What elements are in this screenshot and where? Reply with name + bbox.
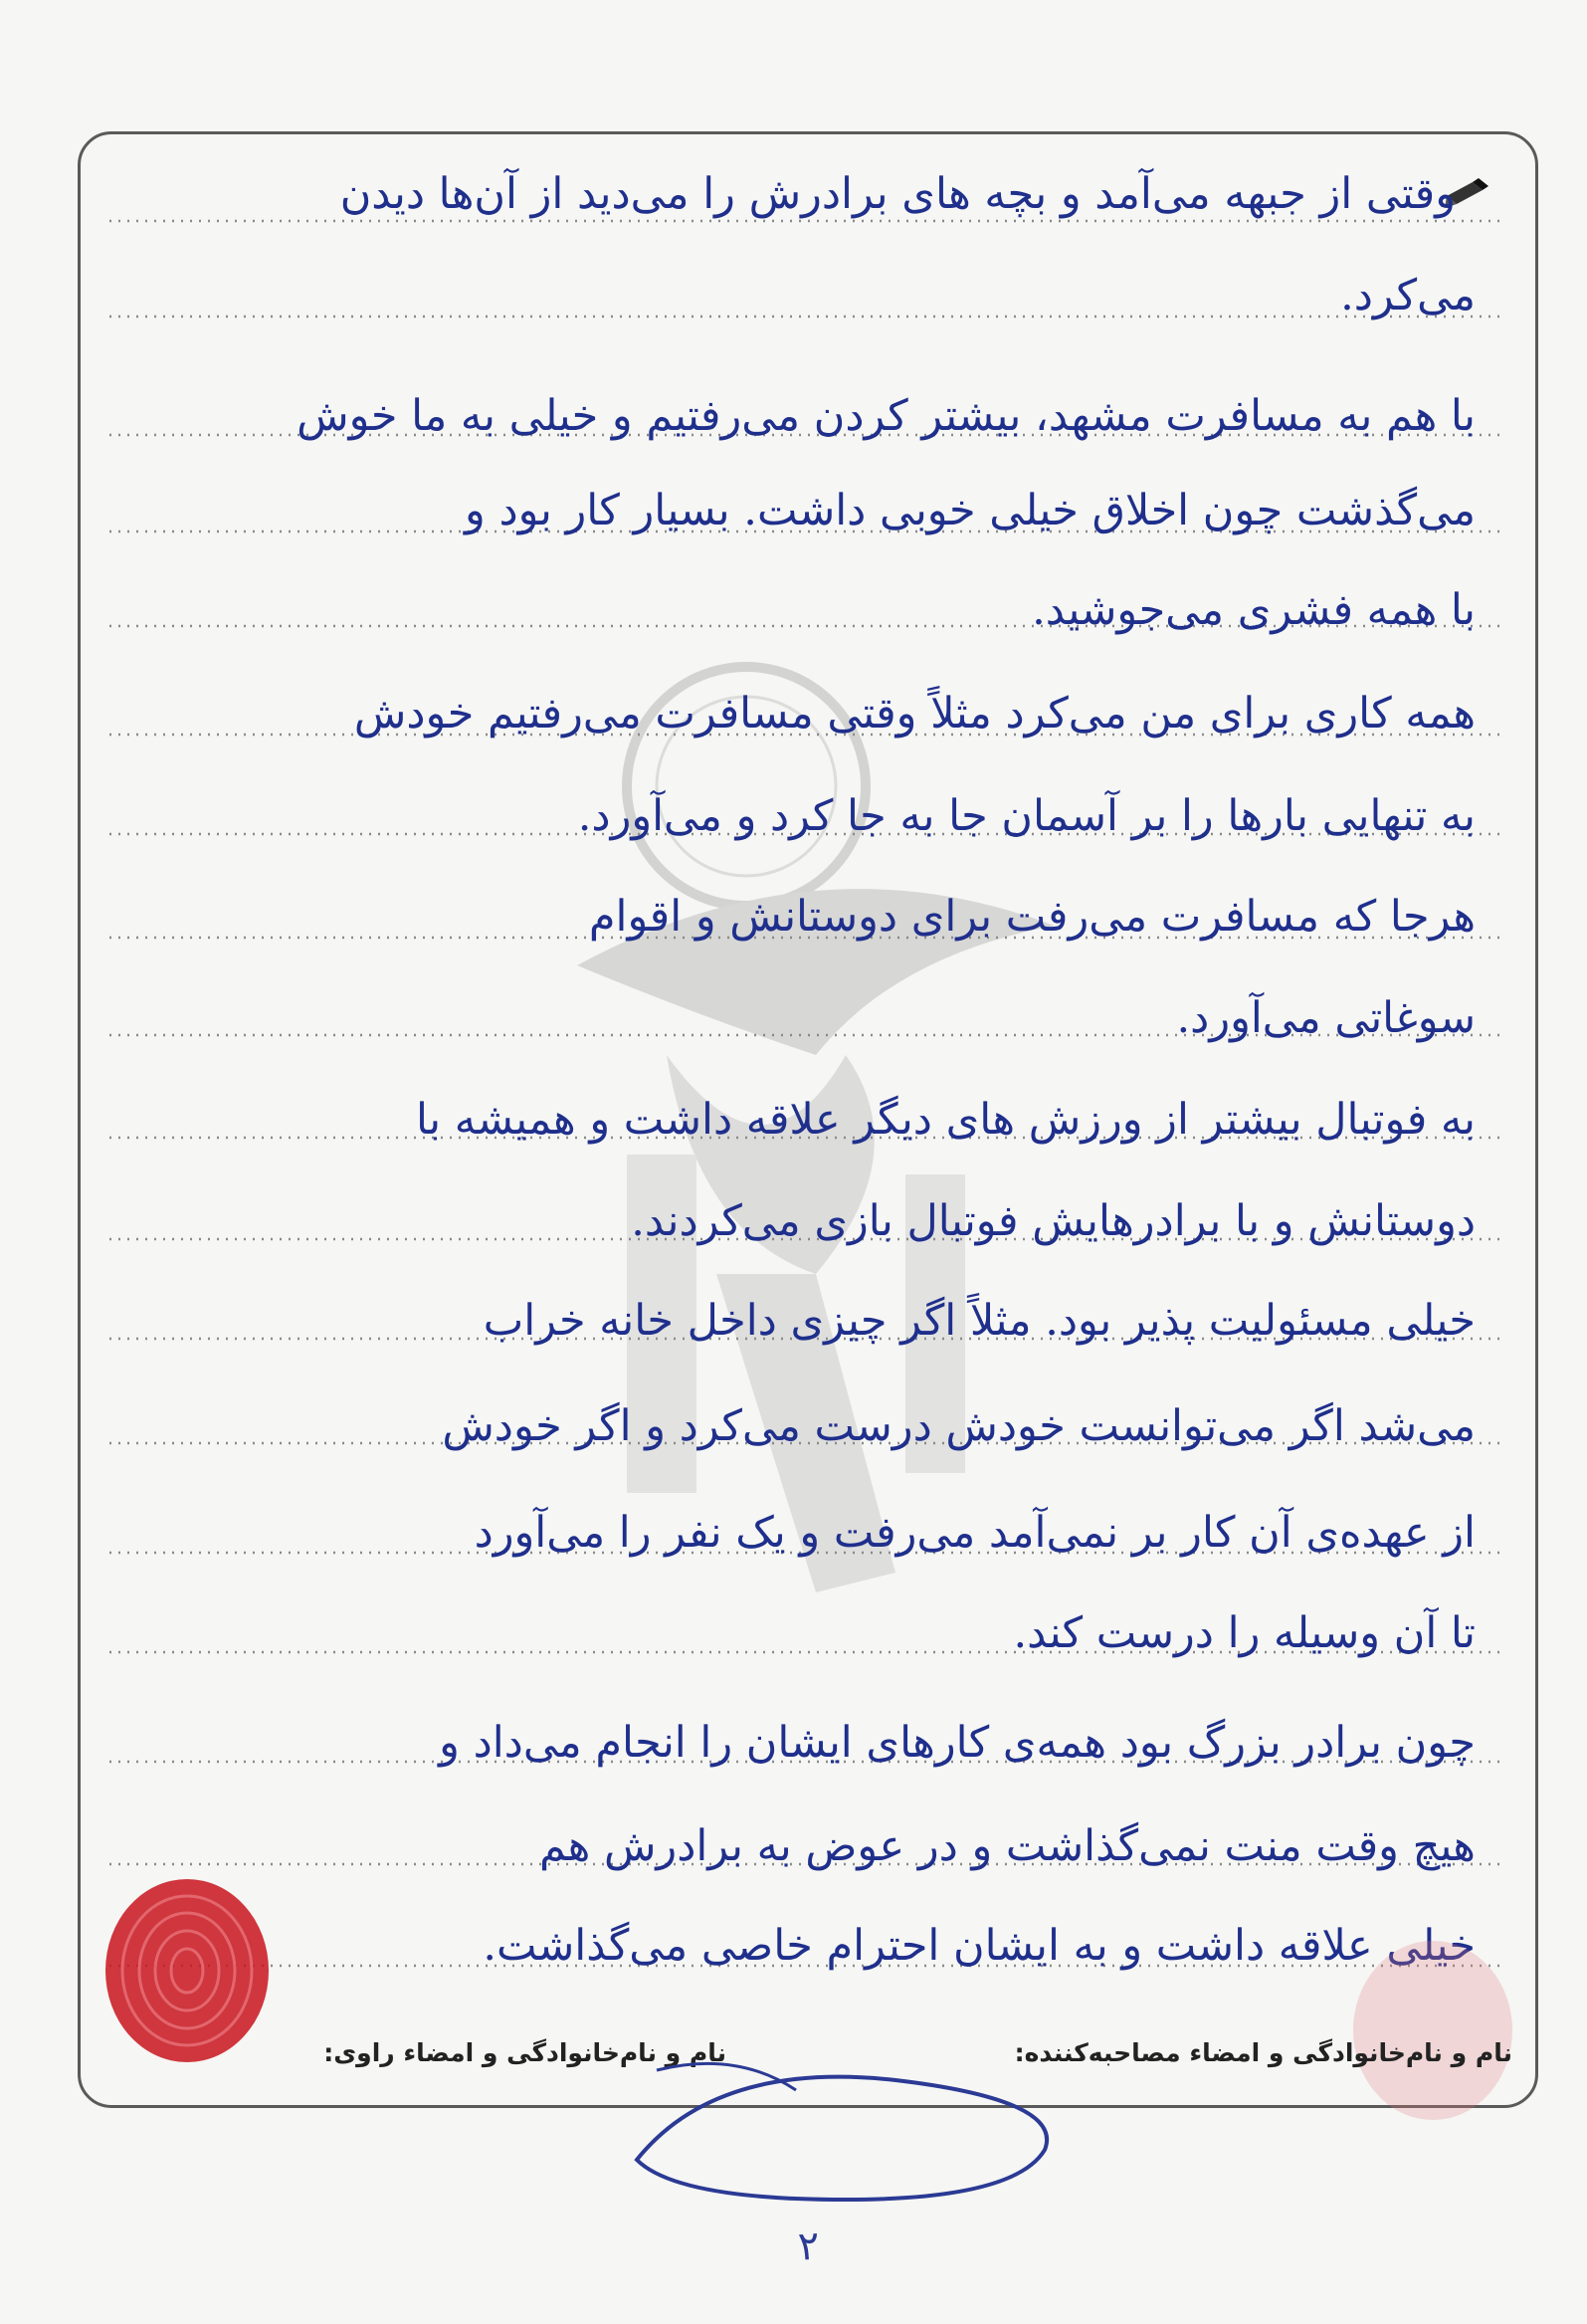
- handwritten-line-2: می‌کرد.: [1340, 271, 1476, 320]
- handwritten-line-8: هرجا که مسافرت می‌رفت برای دوستانش و اقوام: [588, 892, 1476, 942]
- handwritten-line-3: با هم به مسافرت مشهد، بیشتر کردن می‌رفتیم و خیلی به ما خوش: [297, 391, 1476, 441]
- handwritten-line-1: وقتی از جبهه می‌آمد و بچه های برادرش را می‌دید از آن‌ها دیدن: [339, 169, 1456, 219]
- handwritten-line-4: می‌گذشت چون اخلاق خیلی خوبی داشت. بسیار کار بود و: [465, 486, 1476, 535]
- signature-scribble-icon: [597, 2040, 1094, 2210]
- handwritten-line-7: به تنهایی بارها را بر آسمان جا به جا کرد و می‌آورد.: [577, 791, 1476, 841]
- handwritten-line-11: دوستانش و با برادرهایش فوتبال بازی می‌کردند.: [631, 1196, 1476, 1246]
- handwritten-line-5: با همه فشری می‌جوشید.: [1032, 585, 1476, 635]
- handwritten-line-14: از عهده‌ی آن کار بر نمی‌آمد می‌رفت و یک نفر را می‌آورد: [474, 1508, 1476, 1558]
- handwritten-line-15: تا آن وسیله را درست کند.: [1013, 1608, 1476, 1658]
- handwritten-line-18: خیلی علاقه داشت و به ایشان احترام خاصی می‌گذاشت.: [483, 1921, 1476, 1971]
- handwritten-line-9: سوغاتی می‌آورد.: [1176, 993, 1476, 1043]
- handwritten-line-12: خیلی مسئولیت پذیر بود. مثلاً اگر چیزی داخل خانه خراب: [483, 1296, 1476, 1346]
- handwritten-line-17: هیچ وقت منت نمی‌گذاشت و در عوض به برادرش هم: [538, 1821, 1476, 1871]
- handwritten-line-13: می‌شد اگر می‌توانست خودش درست می‌کرد و اگر خودش: [442, 1401, 1476, 1451]
- handwritten-line-10: به فوتبال بیشتر از ورزش های دیگر علاقه داشت و همیشه با: [416, 1095, 1476, 1145]
- handwritten-line-16: چون برادر بزرگ بود همه‌ی کارهای ایشان را انجام می‌داد و: [439, 1718, 1476, 1768]
- narrator-signature-label: نام و نام‌خانوادگی و امضاء راوی:: [323, 2038, 726, 2067]
- interviewer-signature-label: نام و نام‌خانوادگی و امضاء مصاحبه‌کننده:: [1014, 2038, 1512, 2067]
- handwritten-line-6: همه کاری برای من می‌کرد مثلاً وقتی مسافرت می‌رفتیم خودش: [353, 689, 1476, 739]
- page-number: ۲: [796, 2222, 822, 2270]
